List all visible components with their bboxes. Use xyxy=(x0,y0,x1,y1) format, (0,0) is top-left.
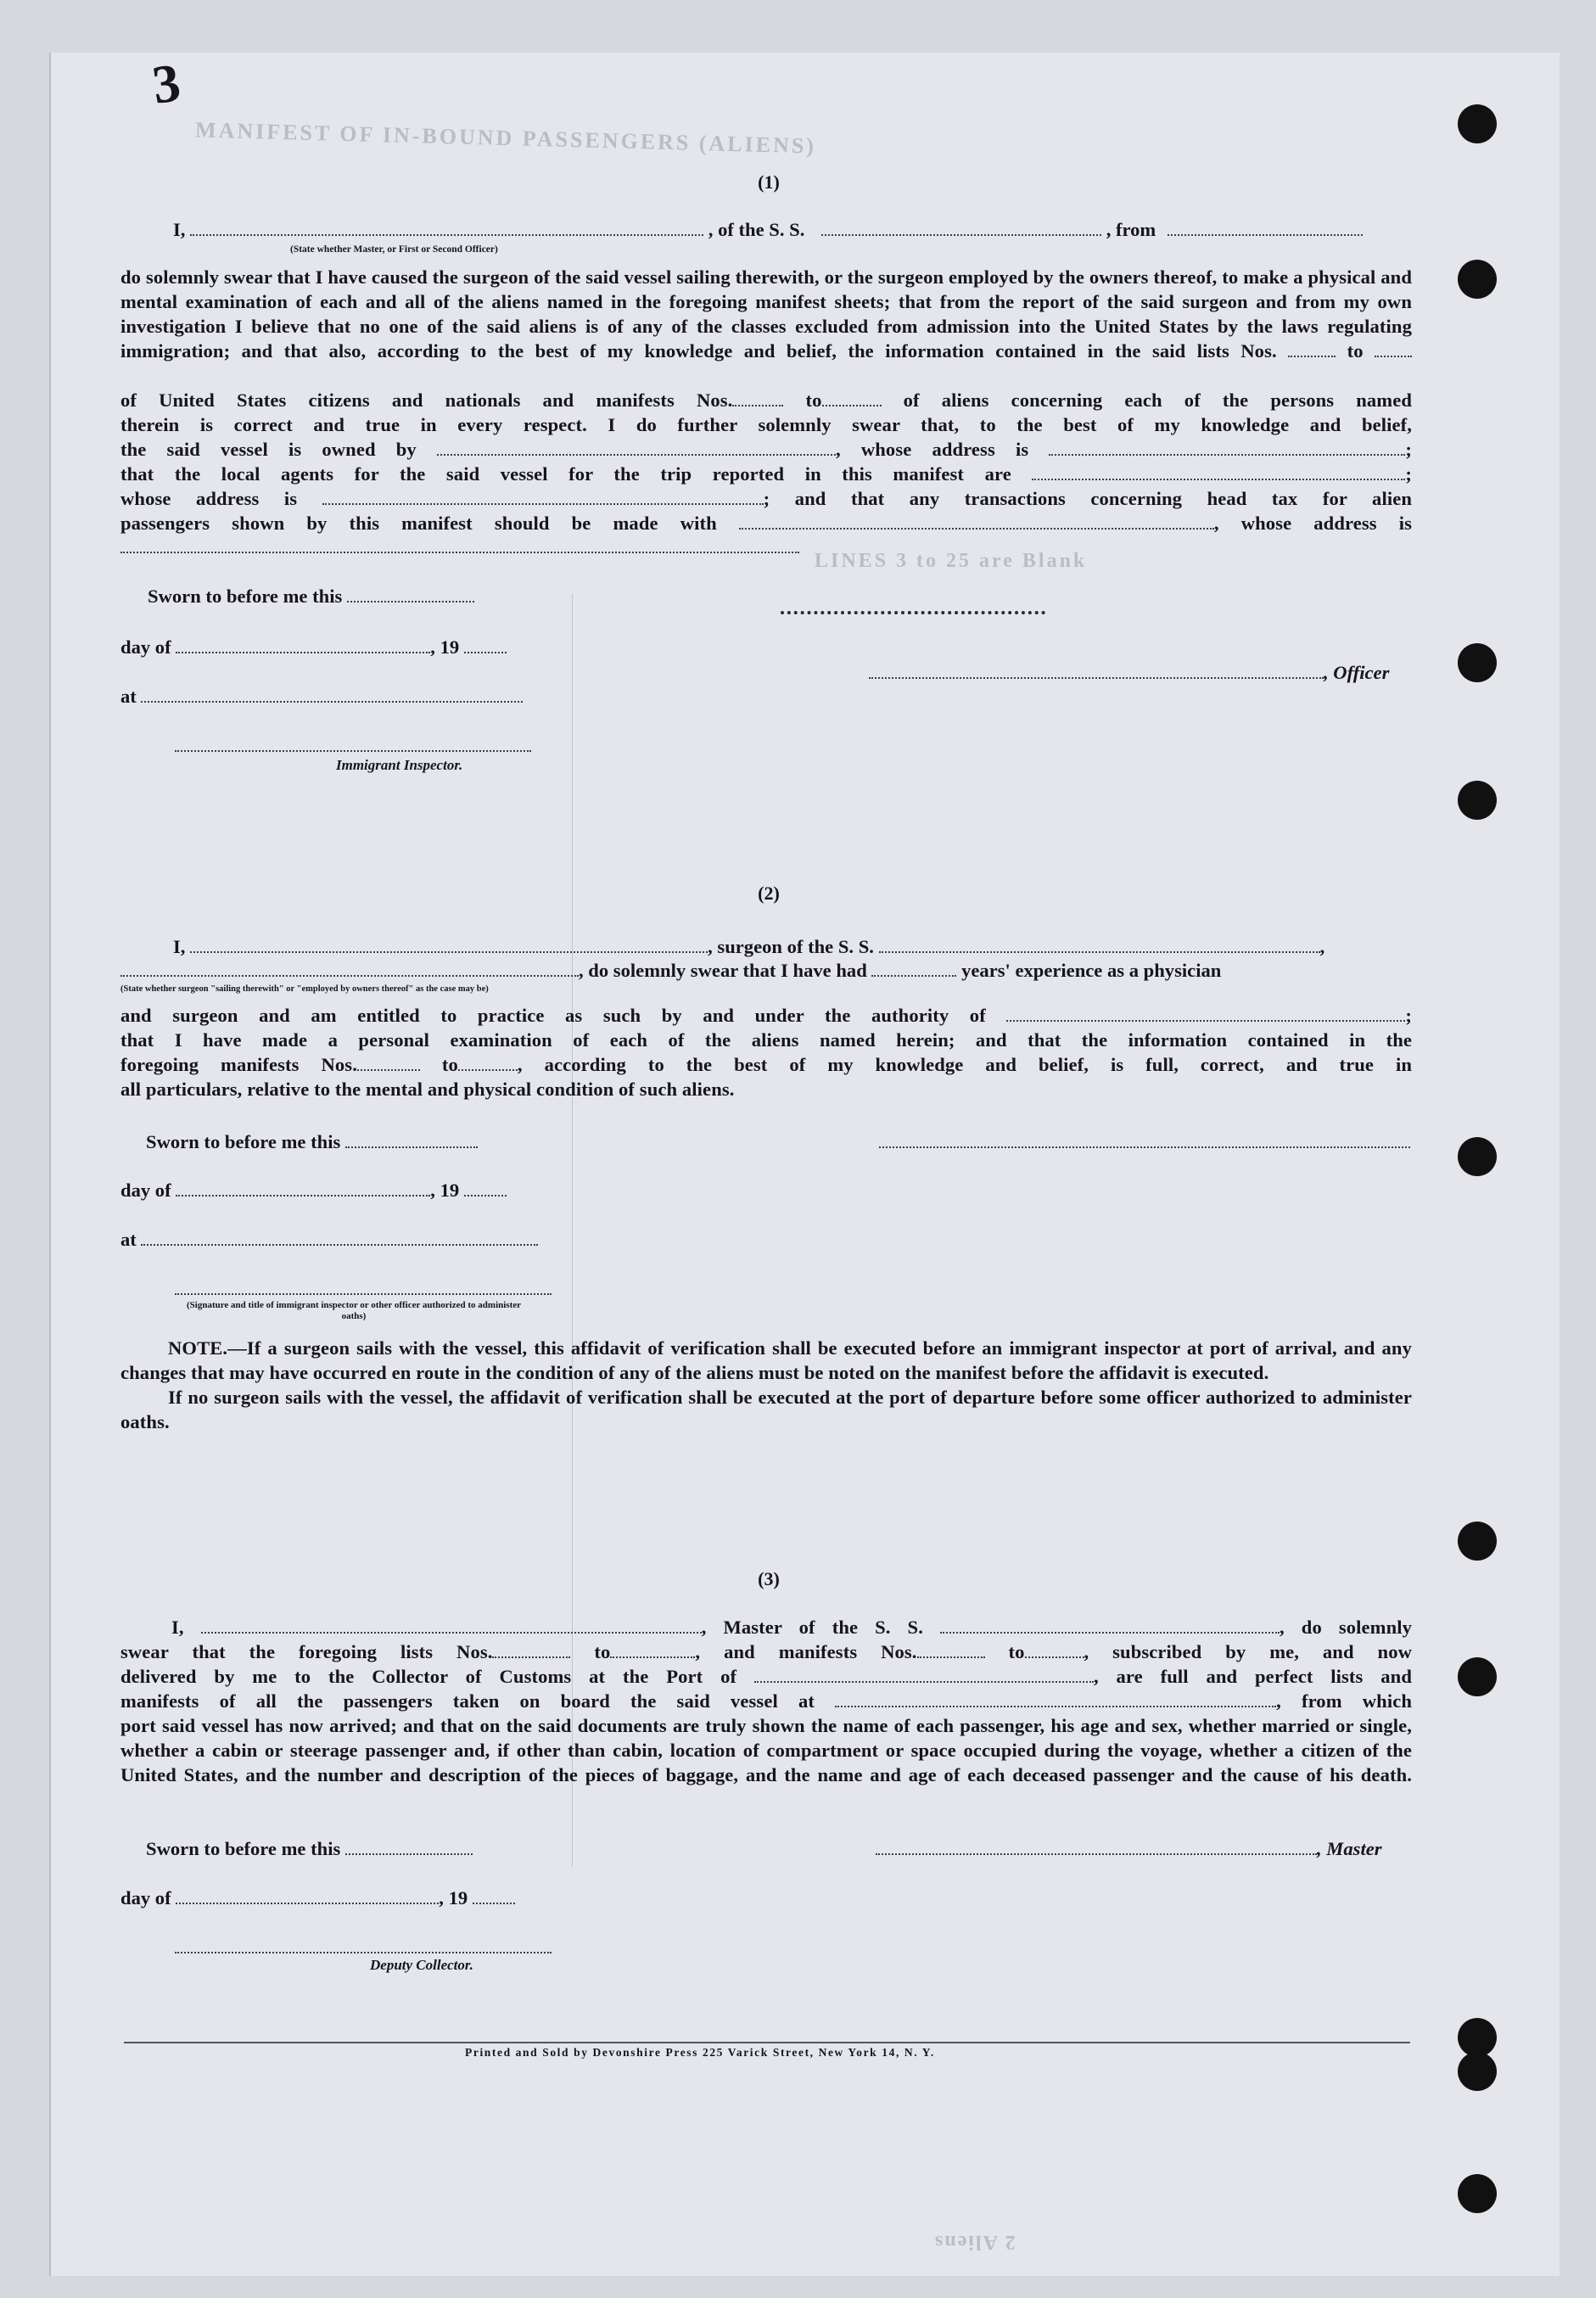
corner-mark: 3 xyxy=(148,52,184,115)
manifests-to-field[interactable] xyxy=(822,393,882,406)
punch-hole xyxy=(1458,1522,1497,1561)
s3-month-field[interactable] xyxy=(176,1891,439,1904)
s3-sworn-date-field[interactable] xyxy=(345,1841,473,1855)
section-3-heading: (3) xyxy=(758,1568,780,1589)
form-page xyxy=(49,53,1560,2276)
s1-officer-caption: (State whether Master, or First or Second Officer) xyxy=(290,244,498,255)
surgeon-name-field[interactable] xyxy=(190,939,708,953)
s3-lists-from-field[interactable] xyxy=(492,1645,570,1658)
years-experience-field[interactable] xyxy=(871,963,956,977)
punch-hole xyxy=(1458,781,1497,820)
s3-vessel-field[interactable] xyxy=(940,1620,1280,1634)
s3-year-field[interactable] xyxy=(473,1891,515,1904)
owner-field[interactable] xyxy=(437,442,836,456)
agents-field[interactable] xyxy=(1032,467,1405,480)
s1-inspector-caption: Immigrant Inspector. xyxy=(336,757,463,773)
s3-sworn-label: Sworn to before me this xyxy=(146,1838,473,1860)
s3-manifests-to-field[interactable] xyxy=(1025,1645,1084,1658)
note-paragraph: NOTE.—If a surgeon sails with the vessel, this affidavit of verification shall be executed before an immigrant inspector at port of arrival, and any changes that may have occurred en route in the condition of any of the aliens must be noted on the manifest before the affidavit is executed. If no surgeon sails with the vessel, the affidavit of verification shall be executed at the port of departure before some officer authorized to administer oaths. xyxy=(120,1337,1412,1432)
officer-name-field[interactable] xyxy=(190,222,703,236)
s2-day-of: day of , 19 xyxy=(120,1180,507,1202)
s2-line-1: I, , surgeon of the S. S. , xyxy=(173,936,1325,957)
s1-paragraph: do solemnly swear that I have caused the surgeon of the said vessel sailing therewith, or the surgeon employed by the owners thereof, to make a physical and mental examination of each and all of the aliens named in the foregoing manifest sheets; that from the report of the said surgeon and from my own investigation I believe that no one of the said aliens is of any of the classes excluded from admission into the United States by the laws regulating immigration; and that also, according to the best of my knowledge and belief, the information contained in the said lists Nos. to xyxy=(120,266,1412,362)
bleed-through-note: LINES 3 to 25 are Blank xyxy=(815,550,1088,572)
s1-officer-sign-field[interactable] xyxy=(869,665,1324,679)
lists-to-field[interactable] xyxy=(1375,344,1412,357)
s1-sworn-label: Sworn to before me this xyxy=(148,586,474,608)
vessel-name-field[interactable] xyxy=(821,222,1101,236)
s2-inspector-signature-line[interactable] xyxy=(175,1293,552,1295)
from-port-field[interactable] xyxy=(1168,222,1363,236)
s2-paragraph: and surgeon and am entitled to practice as such by and under the authority of ; that I have made a personal examination of each of the aliens named herein; and that the information contained in the foregoing manifests Nos. to , according to the best of my knowledge and belief, is full, correct, and true in all particulars, relative to the mental and physical condition of such aliens. xyxy=(120,1005,1413,1100)
punch-hole xyxy=(1458,2174,1497,2213)
s2-surgeon-signature-line[interactable] xyxy=(879,1146,1410,1148)
port-of-field[interactable] xyxy=(754,1669,1094,1683)
s1-officer-signature: , Officer xyxy=(869,662,1389,684)
bleed-through-heading: MANIFEST OF IN-BOUND PASSENGERS (ALIENS) xyxy=(194,117,817,159)
s2-line-2: , do solemnly swear that I have had years' experience as a physician xyxy=(120,960,1221,982)
s3-master-sign-field[interactable] xyxy=(876,1841,1317,1855)
punch-hole xyxy=(1458,104,1497,143)
s1-month-field[interactable] xyxy=(176,640,430,653)
s2-manifests-from-field[interactable] xyxy=(357,1057,420,1071)
punch-hole xyxy=(1458,1137,1497,1176)
s1-year-field[interactable] xyxy=(464,640,507,653)
s1-day-of: day of , 19 xyxy=(120,636,507,659)
s1-sworn-date-field[interactable] xyxy=(347,589,474,603)
authority-field[interactable] xyxy=(1006,1008,1405,1022)
s2-month-field[interactable] xyxy=(176,1183,430,1197)
section-2-heading: (2) xyxy=(758,883,780,904)
punch-hole xyxy=(1458,260,1497,299)
s2-sworn-label: Sworn to before me this xyxy=(146,1131,478,1153)
punch-hole xyxy=(1458,1657,1497,1696)
s2-year-field[interactable] xyxy=(464,1183,507,1197)
s3-day-of: day of , 19 xyxy=(120,1887,515,1909)
s2-sworn-date-field[interactable] xyxy=(345,1135,478,1148)
surgeon-role-field[interactable] xyxy=(120,963,579,977)
punch-hole xyxy=(1458,2052,1497,2091)
s1-inspector-signature-line[interactable] xyxy=(175,750,531,752)
section-1-heading: (1) xyxy=(758,171,780,193)
owner-address-field[interactable] xyxy=(1049,442,1405,456)
head-tax-address-field[interactable] xyxy=(120,550,799,553)
s3-lists-to-field[interactable] xyxy=(610,1645,695,1658)
s2-manifests-to-field[interactable] xyxy=(458,1057,518,1071)
bleed-through-count: 2 Aliens xyxy=(933,2231,1016,2253)
s1-at-field[interactable] xyxy=(141,689,523,703)
boarded-at-field[interactable] xyxy=(835,1694,1276,1707)
printer-imprint: Printed and Sold by Devonshire Press 225 Varick Street, New York 14, N. Y. xyxy=(465,2046,935,2059)
s2-role-caption: (State whether surgeon "sailing therewith" or "employed by owners thereof" as the case may be) xyxy=(120,984,489,994)
s1-citizens-line: of United States citizens and nationals and manifests Nos. to of aliens concerning each of the persons named therein is correct and true in every respect. I do further solemnly swear that, to the best of my knowledge and belief, the said vessel is owned by , whose address is ; that the local agents for the said vessel for the trip reported in this manifest are ; whose address is ; and that any transactions concerning head tax for alien passengers shown by this manifest should be made with , whose address is xyxy=(120,390,1413,534)
master-name-field[interactable] xyxy=(201,1620,702,1634)
s2-signature-caption: (Signature and title of immigrant inspector or other officer authorized to administer oaths) xyxy=(186,1300,522,1321)
s2-at-field[interactable] xyxy=(141,1232,538,1246)
s1-line-1: I, , of the S. S. , from xyxy=(173,219,1363,241)
lists-from-field[interactable] xyxy=(1288,344,1336,357)
s3-fields: I, , Master of the S. S. , do solemnly swear that the foregoing lists Nos. to , and manifests Nos. to , subscribed by me, and now delivered by me to the Collector of Customs at the Port of , are full and perfect lists and manifests of all the passengers taken on board the said vessel at , from which port said vessel has now arrived; and that on the said documents are truly shown the name of each passenger, his age and sex, whether married or single, whether a cabin or steerage passenger and, if other than cabin, location of compartment or space occupied during the voyage, whether a citizen of the United States, and the number and description of the pieces of baggage, and the name and age of each deceased passenger and the cause of his death. xyxy=(120,1617,1413,1785)
s1-stamp-dots xyxy=(781,611,1045,614)
s2-at: at xyxy=(120,1229,538,1251)
s1-at: at xyxy=(120,686,523,708)
s3-master-signature: , Master xyxy=(876,1838,1382,1860)
head-tax-agent-field[interactable] xyxy=(739,516,1214,530)
punch-hole xyxy=(1458,643,1497,682)
manifests-from-field[interactable] xyxy=(732,393,783,406)
s3-collector-caption: Deputy Collector. xyxy=(370,1957,473,1973)
footer-rule xyxy=(124,2042,1410,2043)
s2-vessel-field[interactable] xyxy=(879,939,1320,953)
s3-manifests-from-field[interactable] xyxy=(917,1645,985,1658)
s3-collector-signature-line[interactable] xyxy=(175,1952,552,1953)
agents-address-field[interactable] xyxy=(322,491,764,505)
